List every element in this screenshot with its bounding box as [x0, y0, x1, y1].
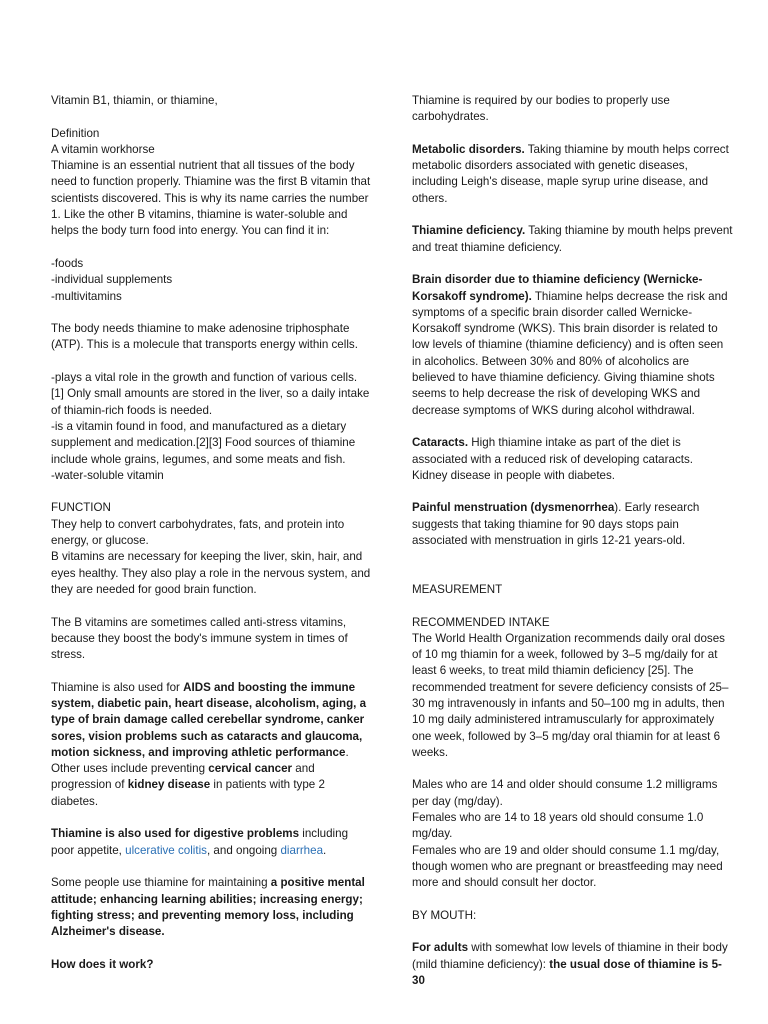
- cataracts-bold: Cataracts.: [412, 436, 469, 450]
- uses-paragraph: [51, 680, 373, 810]
- how-heading: How does it work?: [51, 957, 154, 971]
- digestive-text: , and ongoing: [206, 843, 281, 857]
- brain-text: Thiamine helps decrease the risk and symptoms of a specific brain disorder called Wernicke-Korsakoff syndrome (WKS). This brain disorder is related to low levels of thiamine (thiamine deficiency) and is often seen in alcoholics. Between 30% and 80% of alcoholics are believed to have thiamine deficiency. Giving thiamine shots seems to help decrease the risk of developing WKS and decrease symptoms of WKS during alcohol withdrawal.: [412, 289, 731, 417]
- cataracts-paragraph: [412, 435, 734, 484]
- adults-bold: For adults: [412, 941, 469, 955]
- cataracts-text: High thiamine intake as part of the diet is associated with a reduced risk of developing cataracts. Kidney disease in people with diabetes.: [412, 436, 693, 482]
- measurement-heading: MEASUREMENT: [412, 582, 503, 596]
- function-heading: FUNCTION: [51, 501, 111, 515]
- who-paragraph: The World Health Organization recommends daily oral doses of 10 mg thiamin for a week, followed by 3–5 mg/daily for at least 6 weeks, to treat mild thiamin deficiency [25]. The recommended treatment for severe deficiency consists of 25–30 mg intravenously in infants and 50–100 mg in adults, then 10 mg daily administered intramuscularly for approximately one week, followed by 3–5 mg/day oral thiamin for at least 6 weeks.: [412, 631, 729, 759]
- uses-text: in patients with type 2 diabetes.: [51, 778, 329, 808]
- menstruation-paragraph: [412, 500, 734, 549]
- deficiency-text: Taking thiamine by mouth helps prevent and treat thiamine deficiency.: [412, 224, 736, 254]
- digestive-paragraph: [51, 826, 373, 859]
- definition-heading: Definition: [51, 126, 100, 140]
- mental-text: Some people use thiamine for maintaining: [51, 876, 271, 890]
- digestive-text: .: [323, 843, 327, 857]
- list-item: -foods: [51, 256, 84, 270]
- uses-text: Thiamine is also used for: [51, 680, 184, 694]
- left-column: [51, 93, 373, 973]
- ulcerative-colitis-link[interactable]: ulcerative colitis: [125, 843, 207, 857]
- list-item: -multivitamins: [51, 289, 122, 303]
- menstruation-bold: Painful menstruation (dysmenorrhea: [412, 501, 615, 515]
- uses-bold-text: AIDS and boosting the immune system, diabetic pain, heart disease, alcoholism, aging, a type of brain damage called cerebellar syndrome, canker sores, vision problems such as cataracts and glaucoma, motion sickness, and improving athletic performance: [51, 680, 370, 759]
- brain-paragraph: [412, 272, 734, 419]
- by-mouth-heading: BY MOUTH:: [412, 908, 477, 922]
- adults-paragraph: [412, 940, 734, 989]
- roles-paragraph: -plays a vital role in the growth and function of various cells. [1] Only small amounts are stored in the liver, so a daily intake of thiamin-rich foods is needed. -is a vitamin found in food, and manufactured as a dietary supplement and medication.[2][3] Food sources of thiamine include whole grains, legumes, and some meats and fish. -water-soluble vitamin: [51, 371, 370, 482]
- adults-dose-bold: the usual dose of thiamine is 5-30: [412, 957, 722, 988]
- diarrhea-link[interactable]: diarrhea: [280, 843, 324, 857]
- list-item: -individual supplements: [51, 273, 173, 287]
- mental-paragraph: [51, 875, 373, 940]
- antistress-paragraph: The B vitamins are sometimes called anti-stress vitamins, because they boost the body's immune system in times of stress.: [51, 615, 351, 662]
- uses-text: . Other uses include preventing: [51, 745, 352, 776]
- menstruation-text: ). Early research suggests that taking thiamine for 90 days stops pain associated with menstruation in girls 12-21 years-old.: [412, 501, 703, 548]
- deficiency-paragraph: [412, 223, 734, 256]
- sources-list: [51, 256, 373, 305]
- cervical-cancer-bold: cervical cancer: [208, 762, 293, 776]
- metabolic-bold: Metabolic disorders.: [412, 142, 525, 156]
- atp-paragraph: The body needs thiamine to make adenosine triphosphate (ATP). This is a molecule that transports energy within cells.: [51, 322, 358, 352]
- digestive-text: including poor appetite,: [51, 827, 352, 857]
- intro-line: Vitamin B1, thiamin, or thiamine,: [51, 94, 218, 107]
- adults-text: with somewhat low levels of thiamine in their body (mild thiamine deficiency):: [412, 941, 731, 971]
- mental-bold: a positive mental attitude; enhancing learning abilities; increasing energy; fighting stress; and preventing memory loss, including Alzheimer's disease.: [51, 876, 369, 939]
- digestive-bold: Thiamine is also used for digestive problems: [51, 827, 300, 841]
- definition-subheading: A vitamin workhorse: [51, 142, 155, 156]
- brain-bold: Brain disorder due to thiamine deficiency (Wernicke-Korsakoff syndrome).: [412, 273, 703, 303]
- recommended-heading: RECOMMENDED INTAKE: [412, 615, 550, 629]
- intake-paragraph: Males who are 14 and older should consume 1.2 milligrams per day (mg/day). Females who are 14 to 18 years old should consume 1.0 mg/day. Females who are 19 and older should consume 1.1 mg/day, though women who are pregnant or breastfeeding may need more and should consult her doctor.: [412, 778, 723, 890]
- metabolic-paragraph: [412, 142, 734, 207]
- right-column: [412, 93, 734, 989]
- uses-text: and progression of: [51, 762, 318, 792]
- kidney-disease-bold: kidney disease: [127, 778, 211, 792]
- definition-paragraph: Thiamine is an essential nutrient that all tissues of the body need to function properly. Thiamine was the first B vitamin that scientists discovered. This is why its name carries the number 1. Like the other B vitamins, thiamine is water-soluble and helps the body turn food into energy. You can find it in:: [51, 159, 374, 238]
- metabolic-text: Taking thiamine by mouth helps correct metabolic disorders associated with genetic diseases, including Leigh's disease, maple syrup urine disease, and others.: [412, 142, 733, 205]
- deficiency-bold: Thiamine deficiency.: [412, 224, 526, 238]
- function-paragraph: They help to convert carbohydrates, fats, and protein into energy, or glucose. B vitamins are necessary for keeping the liver, skin, hair, and eyes healthy. They also play a role in the nervous system, and they are needed for good brain function.: [51, 517, 371, 596]
- carbs-paragraph: Thiamine is required by our bodies to properly use carbohydrates.: [412, 94, 674, 124]
